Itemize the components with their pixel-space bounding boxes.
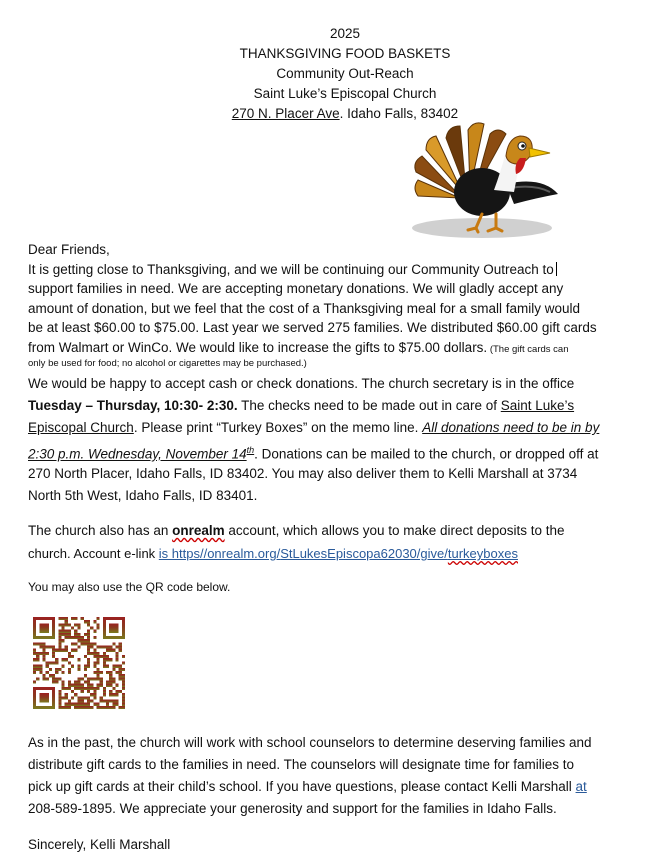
gift-card-note-b: only be used for food; no alcohol or cigarettes may be purchased.) [28, 358, 307, 369]
gift-card-note-a: (The gift cards can [487, 344, 569, 355]
paragraph-2-line-3: Episcopal Church. Please print “Turkey Boxes” on the memo line. All donations need to be in by [28, 420, 600, 435]
header-address-rest: . Idaho Falls, 83402 [339, 106, 459, 121]
paragraph-4-line-2: distribute gift cards to the families in need. The counselors will designate time for families to [28, 757, 575, 772]
paragraph-2-line-2: Tuesday – Thursday, 10:30- 2:30. The checks need to be made out in care of Saint Luke’s [28, 398, 575, 413]
paragraph-1-line-2: support families in need. We are accepting monetary donations. We will gladly accept any [28, 281, 564, 296]
office-hours: Tuesday – Thursday, 10:30- 2:30. [28, 398, 238, 413]
paragraph-1-line-4: be at least $60.00 to $75.00. Last year we served 275 families. We distributed $60.00 gift cards [28, 320, 597, 335]
paragraph-4-line-3: pick up gift cards at their child’s school. If you have questions, please contact Kelli Marshall at [28, 779, 587, 794]
contact-link[interactable]: at [575, 779, 587, 794]
onrealm-link[interactable]: is https//onrealm.org/StLukesEpiscopa62030/give/turkeyboxes [158, 546, 518, 561]
qr-note: You may also use the QR code below. [28, 580, 231, 594]
paragraph-1-line-1: It is getting close to Thanksgiving, and we will be continuing our Community Outreach to [28, 260, 658, 280]
header-subtitle: Community Out-Reach [276, 66, 414, 81]
paragraph-4-line-1: As in the past, the church will work with school counselors to determine deserving families and [28, 735, 592, 750]
paragraph-3-line-2: church. Account e-link is https//onrealm.org/StLukesEpiscopa62030/give/turkeyboxes [28, 546, 518, 561]
paragraph-1-line-3: amount of donation, but we feel that the cost of a Thanksgiving meal for a small family would [28, 301, 581, 316]
greeting: Dear Friends, [28, 242, 110, 257]
paragraph-1-line-5: from Walmart or WinCo. We would like to increase the gifts to $75.00 dollars. (The gift cards can [28, 340, 569, 355]
closing-signature: Sincerely, Kelli Marshall [28, 837, 171, 852]
header-address-street: 270 N. Placer Ave [231, 106, 340, 121]
header-year: 2025 [329, 26, 361, 41]
paragraph-2-line-4: 2:30 p.m. Wednesday, November 14th. Donations can be mailed to the church, or dropped off at [28, 445, 599, 462]
header-church: Saint Luke’s Episcopal Church [253, 86, 437, 101]
text-cursor [556, 262, 557, 276]
onrealm-term: onrealm [172, 523, 225, 538]
paragraph-2-line-1: We would be happy to accept cash or check donations. The church secretary is in the office [28, 376, 575, 391]
turkey-clipart-icon [410, 118, 570, 240]
header-title: THANKSGIVING FOOD BASKETS [239, 46, 451, 61]
deadline-notice: All donations need to be in by [422, 420, 600, 435]
deadline-date: 2:30 p.m. Wednesday, November 14 [28, 446, 247, 462]
qr-code-icon [33, 617, 125, 709]
paragraph-2-line-6: North 5th West, Idaho Falls, ID 83401. [28, 488, 258, 503]
paragraph-3-line-1: The church also has an onrealm account, which allows you to make direct deposits to the [28, 523, 565, 538]
paragraph-4-line-4: 208-589-1895. We appreciate your generosity and support for the families in Idaho Falls. [28, 801, 557, 816]
paragraph-2-line-5: 270 North Placer, Idaho Falls, ID 83402. You may also deliver them to Kelli Marshall at 3734 [28, 466, 578, 481]
